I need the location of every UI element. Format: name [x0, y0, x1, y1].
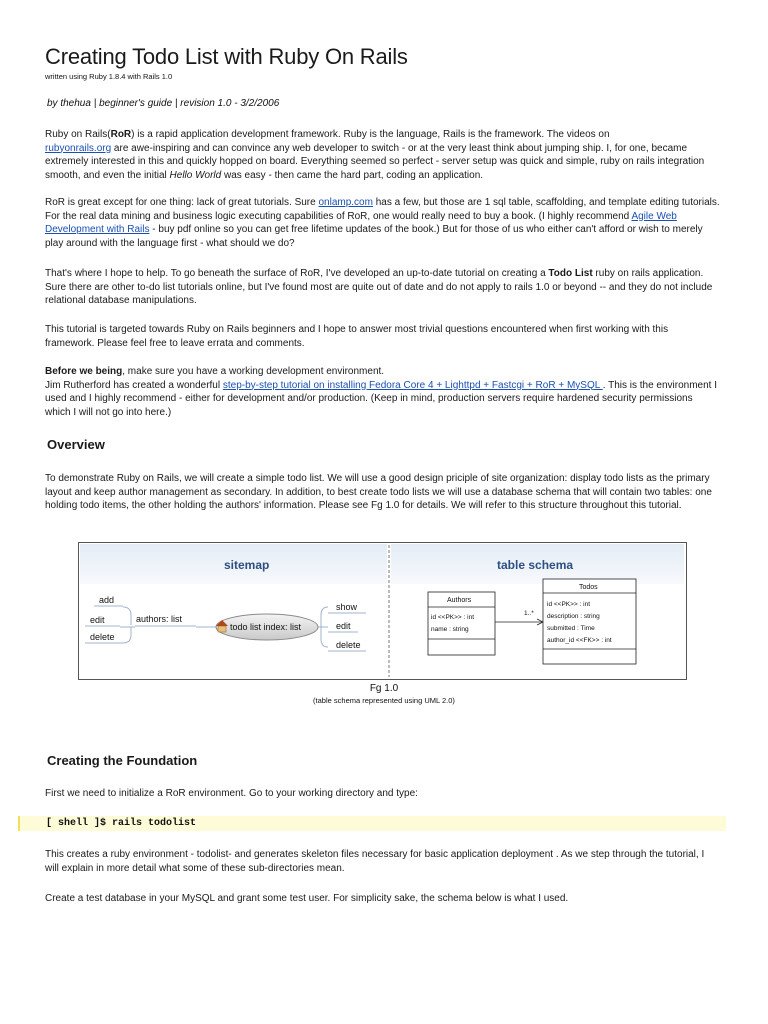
- sitemap-title: sitemap: [224, 558, 270, 572]
- schema-title: table schema: [497, 558, 574, 572]
- agile-web-dev-link[interactable]: Agile Web Development with Rails: [45, 210, 677, 236]
- figure-caption: Fg 1.0: [369, 683, 399, 694]
- multiplicity-label: 1..*: [524, 610, 534, 617]
- todos-field-submitted: submitted : Time: [547, 625, 595, 632]
- code-line: [46, 818, 196, 829]
- authors-field-id: id <<PK>> : int: [431, 614, 475, 621]
- intro-paragraph-4: This tutorial is targeted towards Ruby on Rails beginners and I hope to answer most trivial questions encountered when first working with this framework. Please feel free to leave errata and comments.: [45, 324, 669, 349]
- todos-table-name: Todos: [579, 584, 598, 591]
- sitemap-node-edit-right: edit: [336, 621, 351, 631]
- sitemap-node-delete-right: delete: [336, 640, 361, 650]
- foundation-heading: Creating the Foundation: [47, 753, 198, 768]
- todos-field-description: description : string: [547, 613, 600, 620]
- intro-paragraph-5: Before we being, make sure you have a working development environment. Jim Rutherford has created a wonderful step-by-step tutorial on installing Fedora Core 4 + Lighttpd + Fastcgi + RoR + MySQL . This is the environment I used and I highly recommend - either for development and/or production. (Keep in mind, production servers require hardened security permissions which I will not go into here.): [45, 366, 718, 418]
- todos-field-id: id <<PK>> : int: [547, 601, 591, 608]
- todos-field-author-id: author_id <<FK>> : int: [547, 637, 612, 644]
- foundation-paragraph-2: This creates a ruby environment - todolist- and generates skeleton files necessary for basic application deployment . As we step through the tutorial, I will explain in more detail what some of these sub-directories mean.: [45, 849, 705, 874]
- figure-caption-sub: (table schema represented using UML 2.0): [313, 696, 455, 705]
- foundation-paragraph-1: First we need to initialize a RoR environment. Go to your working directory and type:: [45, 788, 418, 799]
- diagram-svg: [79, 543, 686, 679]
- sitemap-node-center: todo list index: list: [230, 622, 302, 632]
- byline: by thehua | beginner's guide | revision 1.0 - 3/2/2006: [47, 98, 280, 109]
- sitemap-node-authors: authors: list: [136, 614, 183, 624]
- code-command: rails todolist: [112, 818, 197, 829]
- code-prompt: [ shell ]$: [46, 818, 113, 829]
- fedora-tutorial-link[interactable]: step-by-step tutorial on installing Fedora Core 4 + Lighttpd + Fastcgi + RoR + MySQL: [222, 379, 603, 391]
- overview-paragraph: To demonstrate Ruby on Rails, we will create a simple todo list. We will use a good design priciple of site organization: display todo lists as the primary layout and keep author management as secondary. In addition, to best create todo lists we will use a database schema that will contain two tables: one holding todo items, the other holding the authors' information. Please see Fg 1.0 for details. We will refer to this structure throughout this tutorial.: [45, 473, 712, 512]
- page-title: Creating Todo List with Ruby On Rails: [45, 44, 408, 69]
- onlamp-link[interactable]: onlamp.com: [318, 197, 373, 208]
- intro-paragraph-1: Ruby on Rails(RoR) is a rapid application development framework. Ruby is the language, Rails is the framework. The videos on rubyonrails.org are awe-inspiring and can convince any web developer to switch - or at the very least think about jumping ship. I, for one, became extremely interested in this and quickly hopped on board. Everything seemed so perfect - server setup was quick and simple, ruby on rails integration smooth, and even the initial Hello World was easy - then came the hard part, coding an application.: [45, 129, 705, 181]
- overview-heading: Overview: [47, 437, 105, 452]
- intro-paragraph-2: RoR is great except for one thing: lack of great tutorials. Sure onlamp.com has a few, but those are 1 sql table, scaffolding, and template editing tutorials. For the real data mining and business logic executing capabilities of RoR, one would really need to buy a book. (I highly recommend Agile Web Development with Rails - buy pdf online so you can get free lifetime updates of the book.) But for those of us who either can't afford or wish to merely play around with the language first - what should we do?: [45, 197, 720, 249]
- connector-add: [123, 607, 131, 625]
- sitemap-node-edit-left: edit: [90, 615, 105, 625]
- connector-delete-left: [123, 627, 135, 643]
- subtitle: written using Ruby 1.8.4 with Rails 1.0: [45, 72, 173, 81]
- sitemap-node-delete-left: delete: [90, 632, 115, 642]
- sitemap-node-add: add: [99, 595, 115, 605]
- rubyonrails-link[interactable]: rubyonrails.org: [45, 142, 112, 154]
- authors-table: [428, 592, 495, 655]
- figure-diagram: [78, 542, 687, 680]
- authors-table-name: Authors: [447, 597, 472, 604]
- intro-paragraph-3: That's where I hope to help. To go beneath the surface of RoR, I've developed an up-to-date tutorial on creating a Todo List ruby on rails application. Sure there are other to-do list tutorials online, but I've found most are quite out of date and do not apply to rails 1.0 or beyond -- and they do not include relational database manipulations.: [45, 268, 713, 307]
- foundation-paragraph-3: Create a test database in your MySQL and grant some test user. For simplicity sake, the schema below is what I used.: [45, 893, 569, 904]
- authors-field-name: name : string: [431, 626, 469, 633]
- todos-table: [543, 579, 636, 664]
- sitemap-node-show: show: [336, 602, 358, 612]
